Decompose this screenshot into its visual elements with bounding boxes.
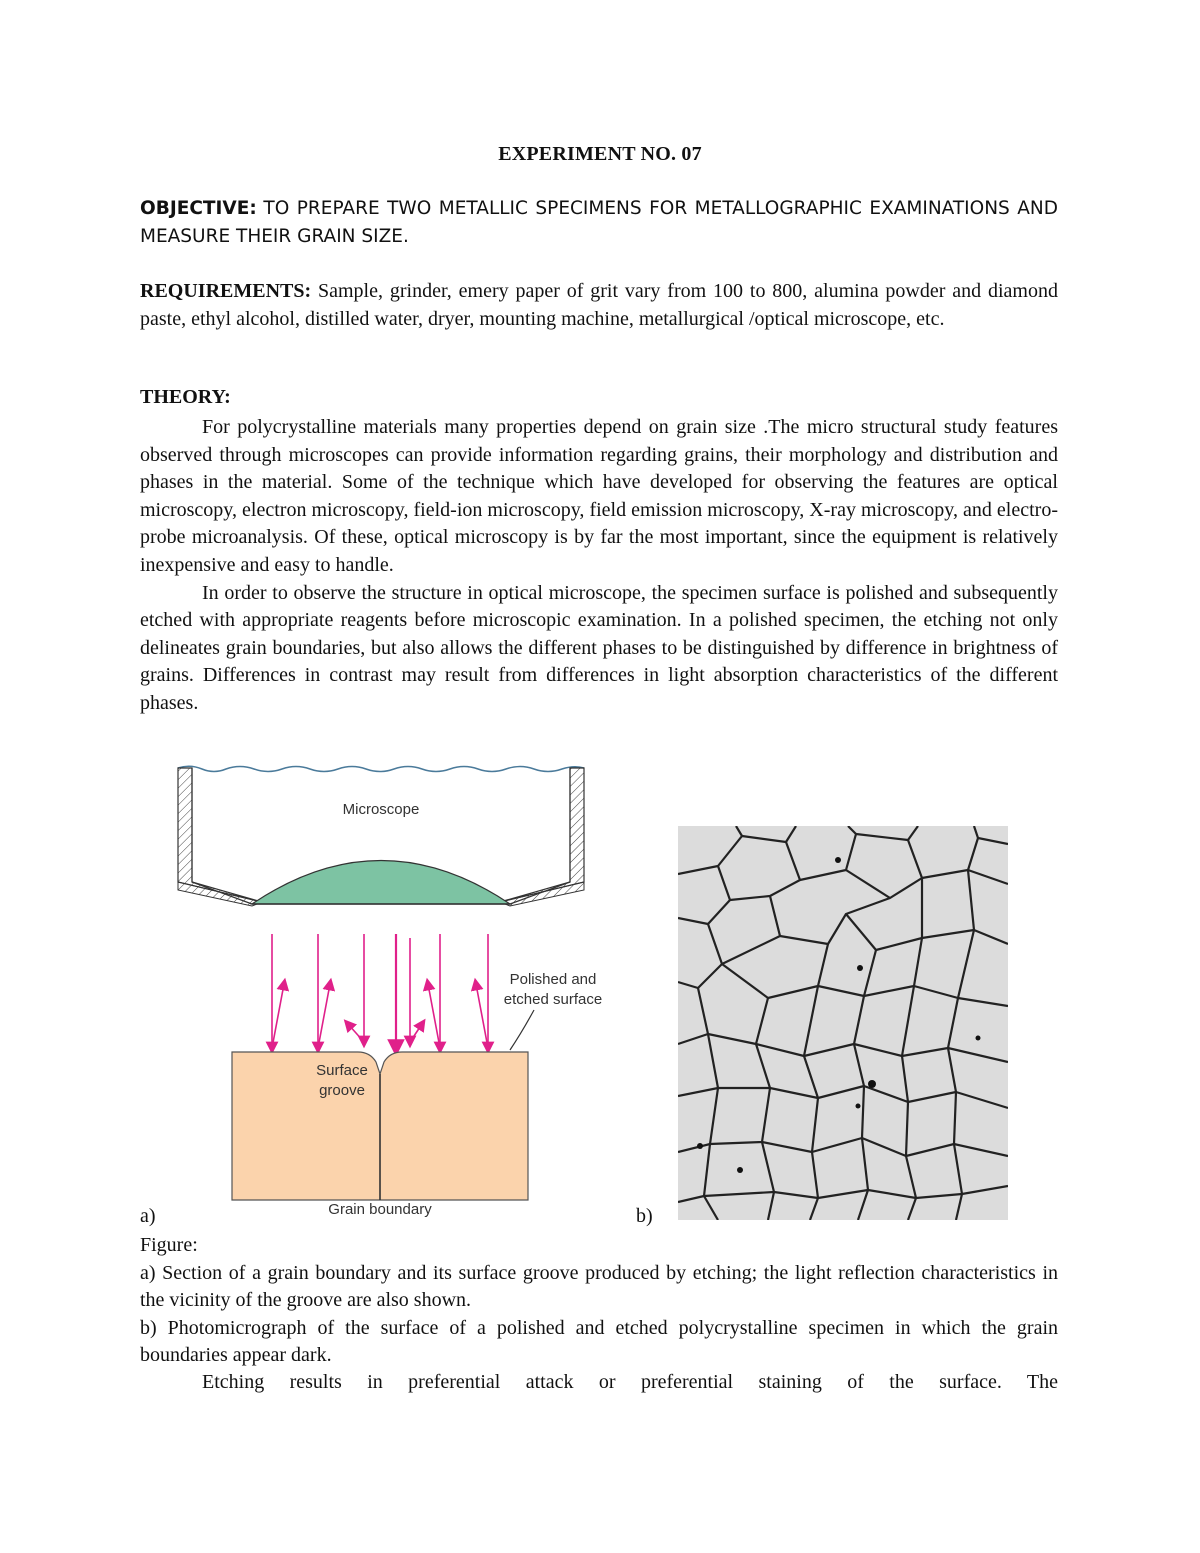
objective-block — [140, 195, 1058, 250]
caption-a: a) Section of a grain boundary and its surface groove produced by etching; the light reflection characteristics in the vicinity of the groove are also shown. — [140, 1261, 1058, 1312]
theory-heading: THEORY: — [140, 386, 231, 408]
groove-label-line2: groove — [319, 1082, 365, 1099]
groove-label-line1: Surface — [316, 1062, 368, 1079]
figure-a-tag: a) — [140, 1205, 156, 1227]
theory-paragraph-2: In order to observe the structure in optical microscope, the specimen surface is polished and subsequently etched with appropriate reagents before microscopic examination. In a polished specimen, the etching not only delineates grain boundaries, but also allows the different phases to be distinguished by difference in brightness of grains. Differences in contrast may result from differences in light absorption characteristics of the different phases. — [140, 581, 1058, 714]
light-rays — [272, 934, 488, 1048]
specimen-section — [232, 1052, 528, 1200]
theory-paragraph-1: For polycrystalline materials many properties depend on grain size .The micro structural study features observed through microscopes can provide information regarding grains, their morphology and distribution and phases in the material. Some of the technique which have developed for observing the features are optical microscopy, electron microscopy, field-ion microscopy, field emission microscopy, X-ray microscopy, and electro-probe microanalysis. Of these, optical microscopy is by far the most important, since the equipment is relatively inexpensive and easy to handle. — [140, 416, 1058, 576]
requirements-block — [140, 278, 1058, 333]
microscope-objective — [178, 766, 584, 906]
caption-b: b) Photomicrograph of the surface of a polished and etched polycrystalline specimen in which the grain boundaries appear dark. — [140, 1316, 1058, 1367]
closing-paragraph — [140, 1369, 1058, 1397]
microscope-label: Microscope — [342, 801, 420, 818]
surface-label-line1: Polished and — [509, 971, 597, 988]
theory-body — [140, 414, 1058, 718]
requirements-label: REQUIREMENTS: — [140, 280, 312, 302]
figure-caption — [140, 1232, 1058, 1370]
surface-label-line2: etched surface — [503, 991, 603, 1008]
grain-boundary-label: Grain boundary — [328, 1201, 432, 1218]
figure-b-tag: b) — [636, 1205, 653, 1227]
figure-a-diagram — [170, 762, 640, 1222]
surface-callout — [504, 971, 602, 1050]
caption-heading: Figure: — [140, 1234, 198, 1256]
requirements-text: Sample, grinder, emery paper of grit vary from 100 to 800, alumina powder and diamond paste, ethyl alcohol, distilled water, dryer, mounting machine, metallurgical /optical microscope, etc. — [140, 280, 1058, 330]
page-title: EXPERIMENT NO. 07 — [498, 143, 702, 165]
closing-text: Etching results in preferential attack or preferential staining of the surface. The — [202, 1371, 1058, 1393]
figure-b-photomicrograph — [678, 826, 1008, 1220]
objective-label: OBJECTIVE: — [140, 198, 257, 219]
objective-text: TO PREPARE TWO METALLIC SPECIMENS FOR METALLOGRAPHIC EXAMINATIONS AND MEASURE THEIR GRAIN SIZE. — [140, 198, 1059, 247]
